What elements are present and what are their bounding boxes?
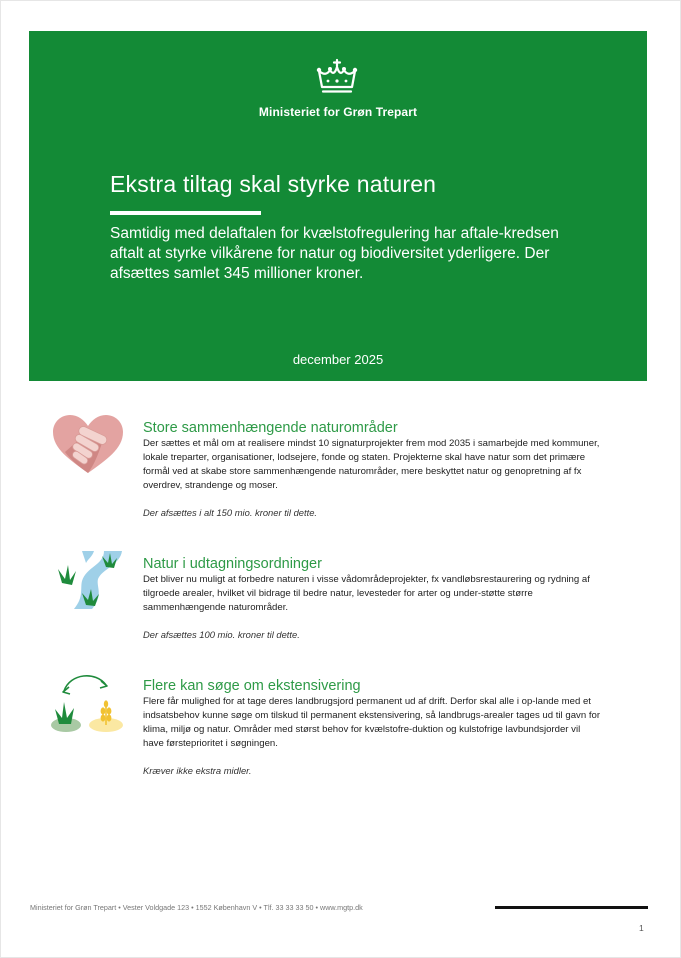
heart-handshake-icon — [50, 413, 126, 479]
grass-to-grain-icon — [50, 669, 126, 735]
ministry-name: Ministeriet for Grøn Trepart — [258, 105, 418, 119]
header-banner — [29, 31, 647, 381]
section-title: Flere kan søge om ekstensivering — [143, 678, 361, 694]
section-extensification — [50, 678, 630, 788]
section-text: Det bliver nu muligt at forbedre naturen i visse vådområdeprojekter, fx vandløbsrestaurering og rydning af tilgroede arealer, hvilket vil bidrage til bedre natur, levesteder for arter og under-støtte større sammenhængende naturområder. — [143, 574, 590, 613]
section-funding-note: Der afsættes i alt 150 mio. kroner til dette. — [143, 507, 318, 518]
crown-icon — [315, 57, 359, 97]
section-body — [143, 556, 603, 641]
lead-paragraph: Samtidig med delaftalen for kvælstofregulering har aftale-kredsen aftalt at styrke vilkårene for natur og biodiversitet yderligere. Der afsættes samlet 345 millioner kroner. — [110, 225, 559, 282]
title-underline — [110, 211, 261, 215]
section-funding-note: Der afsættes 100 mio. kroner til dette. — [143, 629, 300, 640]
section-body — [143, 420, 603, 519]
footer-contact: Ministeriet for Grøn Trepart • Vester Voldgade 123 • 1552 København V • Tlf. 33 33 33 50 • www.mgtp.dk — [30, 903, 363, 912]
river-plants-icon — [52, 547, 128, 613]
section-funding-note: Kræver ikke ekstra midler. — [143, 765, 252, 776]
page-number: 1 — [639, 923, 644, 933]
section-set-aside-schemes — [50, 556, 630, 646]
section-title: Store sammenhængende naturområder — [143, 420, 398, 436]
section-nature-areas — [50, 420, 630, 530]
section-text: Der sættes et mål om at realisere mindst 10 signaturprojekter frem mod 2035 i samarbejde med kommuner, lokale treparter, organisationer, lodsejere, fonde og staten. Projekterne skal have natur som det primære formål ved at skabe store sammenhængende naturområder, mere beskyttet natur og genopretning af fx overdrev, strandenge og moser. — [143, 438, 600, 491]
page-title: Ekstra tiltag skal styrke naturen — [110, 171, 437, 197]
section-text: Flere får mulighed for at tage deres landbrugsjord permanent ud af drift. Derfor skal alle i op-lande med et indsatsbehov kunne søge om tilskud til permanent ekstensivering, så landbrugs-arealer tages ud til gavn for klima, miljø og natur. Områder med størst behov for kvælstofre-duktion og kulstofrige lavbundsjorder vil have førsteprioritet i søgningen. — [143, 696, 601, 749]
publication-date: december 2025 — [292, 352, 384, 367]
section-body — [143, 678, 603, 777]
footer-rule — [495, 906, 648, 909]
section-title: Natur i udtagningsordninger — [143, 556, 322, 572]
